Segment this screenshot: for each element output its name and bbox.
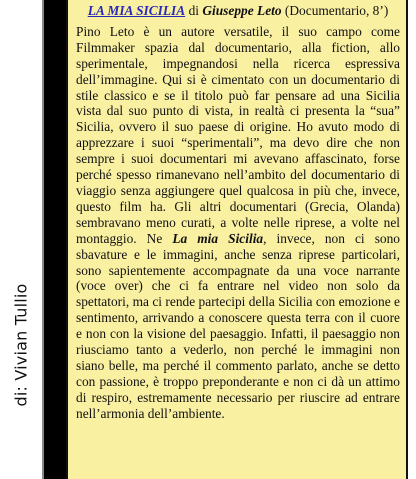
director-name: Giuseppe Leto <box>202 3 282 18</box>
film-title-link[interactable]: LA MIA SICILIA <box>87 3 186 18</box>
inline-film-title: La mia Sicilia <box>172 230 264 246</box>
film-meta: (Documentario, 8’) <box>284 3 389 18</box>
by-word: di <box>188 3 199 18</box>
review-text-part-2: , invece, non ci sono sbavature e le immagini, anche senza riprese particolari, sono sapientemente accompagnate da una voce narrante (voce over) che ci fa entrare nel video non solo da spettatori, ma ci rende partecipi della Sicilia con emozione e sentimento, arrivando a conoscere questa terra con il cuore e non con la visione del paesaggio. Infatti, il paesaggio non riusciamo tanto a vederlo, non perché le immagini non siano belle, ma perché il commento parlato, anche se detto con passione, è troppo preponderante e non ci dà un attimo di respiro, estremamente necessario per riuscire ad entrare nell’armonia dell’ambiente. <box>76 230 400 421</box>
review-heading <box>76 3 400 19</box>
review-box <box>66 0 408 479</box>
review-body <box>76 24 400 422</box>
review-text-part-1: Pino Leto è un autore versatile, il suo campo come Filmmaker spazia dal documentario, alla fiction, allo sperimentale, impegnandosi nella ricerca espressiva dell’immagine. Qui si è cimentato con un documentario di stile classico e se il titolo può far pensare ad una Sicilia vista dal suo punto di vista, in realtà ci presenta la “sua” Sicilia, ovvero il suo paese di origine. Ho avuto modo di apprezzare i suoi “sperimentali”, ma devo dire che non sempre i suoi documentari mi avevano affascinato, forse perché spesso rimanevano nell’ambito del documentario di viaggio senza aggiungere quel qualcosa in più che, invece, questo film ha. Gli altri documentari (Grecia, Olanda) sembravano meno curati, a volte nelle riprese, a volte nel montaggio. Ne <box>76 23 400 246</box>
author-credit: di: Vivian Tullio <box>11 283 31 407</box>
black-band <box>44 0 66 479</box>
right-margin <box>408 0 416 479</box>
credit-strip <box>0 0 44 479</box>
review-content <box>68 0 406 422</box>
